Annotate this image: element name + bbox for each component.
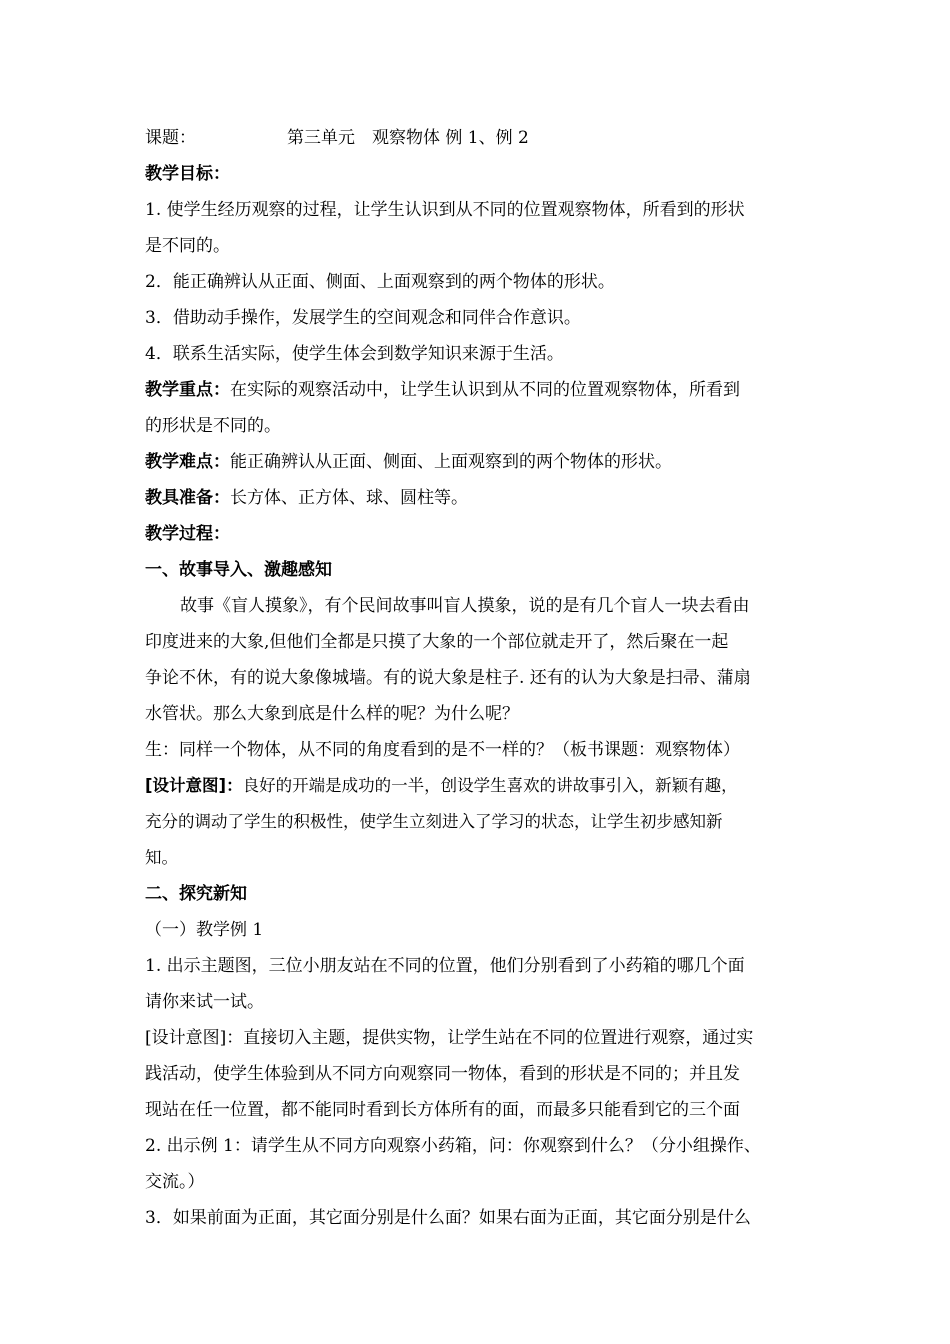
goal-line: 2．能正确辨认从正面、侧面、上面观察到的两个物体的形状。 [145,272,615,292]
design-intent-label: [设计意图]： [145,776,243,795]
design2-line: 践活动，使学生体验到从不同方向观察同一物体，看到的形状是不同的；并且发 [145,1064,740,1084]
key-point-continuation: 的形状是不同的。 [145,416,281,436]
lesson-title-value: 第三单元 观察物体 例 1、例 2 [287,128,529,148]
difficulty-line [145,444,813,480]
story-line: 故事《盲人摸象》，有个民间故事叫盲人摸象，说的是有几个盲人一块去看由 [180,596,750,616]
step2-line: 交流。） [145,1172,205,1192]
goal-line: 1. 使学生经历观察的过程，让学生认识到从不同的位置观察物体，所看到的形状 [145,200,745,220]
goal-line: 是不同的。 [145,236,230,256]
lesson-title-line [145,120,813,156]
student-answer-line: 生：同样一个物体，从不同的角度看到的是不一样的？（板书课题：观察物体） [145,740,740,760]
goal-line: 3．借助动手操作，发展学生的空间观念和同伴合作意识。 [145,308,581,328]
tools-label: 教具准备： [145,488,230,508]
key-point-line [145,372,813,408]
document-page [145,120,813,1236]
goal-line: 4．联系生活实际，使学生体会到数学知识来源于生活。 [145,344,564,364]
subsection-heading: （一）教学例 1 [145,920,264,940]
lesson-title-label: 课题： [145,128,196,148]
section-heading-1: 一、故事导入、激趣感知 [145,560,332,580]
design2-line: [设计意图]：直接切入主题，提供实物，让学生站在不同的位置进行观察，通过实 [145,1028,754,1048]
process-heading: 教学过程： [145,524,230,544]
design-intent-text: 良好的开端是成功的一半，创设学生喜欢的讲故事引入，新颖有趣， [242,776,738,795]
tools-text: 长方体、正方体、球、圆柱等。 [230,488,468,508]
design-intent-line: 知。 [145,848,178,867]
story-line: 水管状。那么大象到底是什么样的呢？为什么呢？ [145,704,519,724]
step1-line: 请你来试一试。 [145,992,264,1012]
story-line: 印度进来的大象,但他们全都是只摸了大象的一个部位就走开了，然后聚在一起 [145,632,729,652]
difficulty-text: 能正确辨认从正面、侧面、上面观察到的两个物体的形状。 [230,452,672,472]
design-intent-line: 充分的调动了学生的积极性，使学生立刻进入了学习的状态，让学生初步感知新 [145,812,723,831]
key-point-text: 在实际的观察活动中，让学生认识到从不同的位置观察物体，所看到 [230,380,740,400]
design-intent-line [145,768,813,804]
difficulty-label: 教学难点： [145,452,230,472]
tools-line [145,480,813,516]
step1-line: 1. 出示主题图，三位小朋友站在不同的位置，他们分别看到了小药箱的哪几个面 [145,956,745,976]
design2-line: 现站在任一位置，都不能同时看到长方体所有的面，而最多只能看到它的三个面 [145,1100,740,1120]
story-line: 争论不休，有的说大象像城墙。有的说大象是柱子. 还有的认为大象是扫帚、蒲扇 [145,668,751,688]
step3-line: 3．如果前面为正面，其它面分别是什么面？如果右面为正面，其它面分别是什么 [145,1208,751,1228]
goals-heading: 教学目标： [145,164,230,184]
key-point-label: 教学重点： [145,380,230,400]
step2-line: 2. 出示例 1：请学生从不同方向观察小药箱，问：你观察到什么？（分小组操作、 [145,1136,761,1156]
section-heading-2: 二、探究新知 [145,884,247,904]
